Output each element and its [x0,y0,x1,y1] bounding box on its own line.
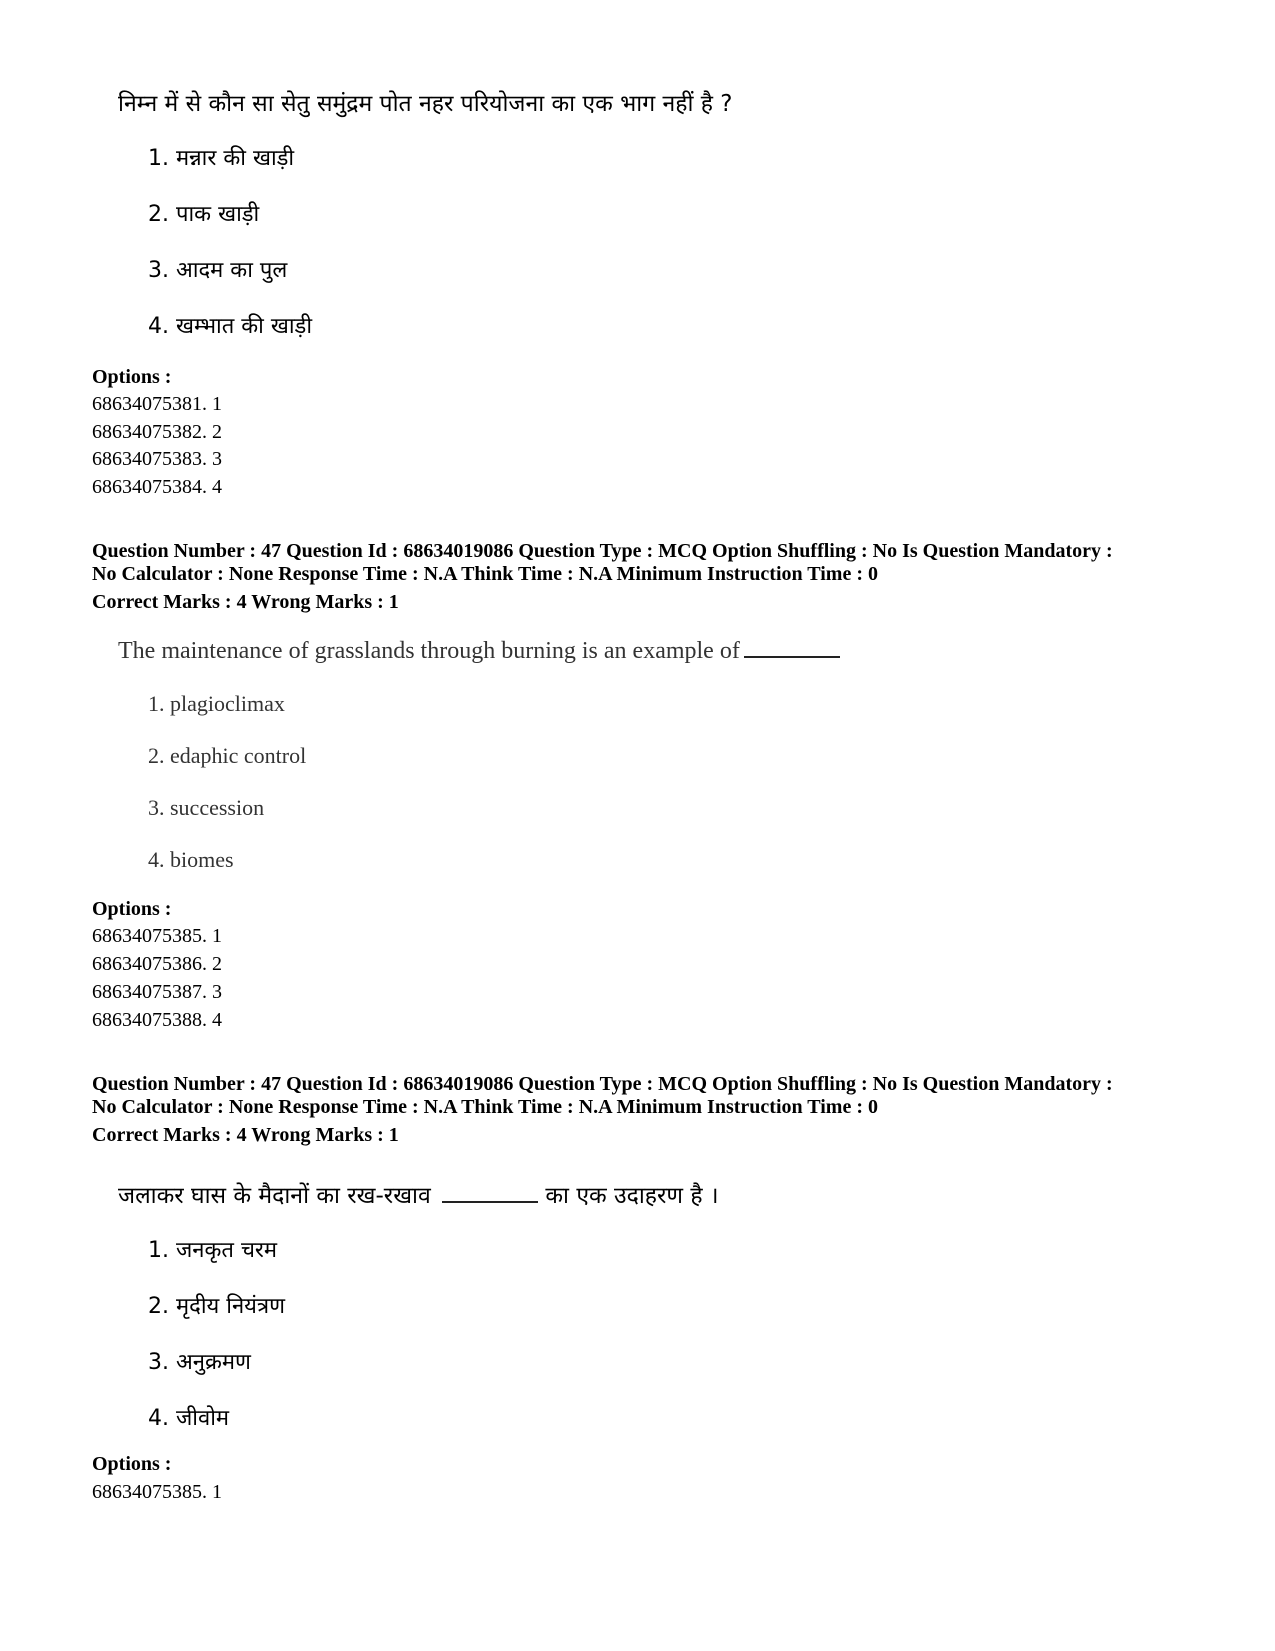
option-row: 68634075384. 4 [92,476,222,498]
question-text: The maintenance of grasslands through burning is an example of [118,638,740,664]
option-row: 68634075381. 1 [92,393,222,415]
choice-2: 2. पाक खाड़ी [148,202,260,227]
choice-4: 4. biomes [148,847,234,872]
question-text-after-blank: का एक उदाहरण है । [545,1183,719,1209]
option-row: 68634075382. 2 [92,421,222,443]
answer-blank [744,638,840,658]
question-meta-line-2: No Calculator : None Response Time : N.A Think Time : N.A Minimum Instruction Time : 0 [92,563,878,585]
question-meta-line-1: Question Number : 47 Question Id : 68634019086 Question Type : MCQ Option Shuffling : No Is Question Mandatory : [92,1073,1113,1095]
choice-1: 1. मन्नार की खाड़ी [148,146,295,171]
choice-1: 1. जनकृत चरम [148,1238,278,1263]
option-row: 68634075383. 3 [92,448,222,470]
option-row: 68634075386. 2 [92,953,222,975]
answer-blank [442,1183,538,1203]
question-marks: Correct Marks : 4 Wrong Marks : 1 [92,591,399,613]
question-47-hindi-text [118,1178,719,1210]
choice-4: 4. खम्भात की खाड़ी [148,314,313,339]
options-heading: Options : [92,1453,172,1475]
question-meta-line-1: Question Number : 47 Question Id : 68634019086 Question Type : MCQ Option Shuffling : No Is Question Mandatory : [92,540,1113,562]
choice-2: 2. मृदीय नियंत्रण [148,1294,285,1319]
option-row: 68634075385. 1 [92,925,222,947]
choice-3: 3. अनुक्रमण [148,1350,251,1375]
choice-3: 3. succession [148,795,265,820]
options-heading: Options : [92,898,172,920]
question-46-hindi-text: निम्न में से कौन सा सेतु समुंद्रम पोत नहर परियोजना का एक भाग नहीं है ? [118,91,733,117]
choice-1: 1. plagioclimax [148,691,285,716]
options-heading: Options : [92,366,172,388]
option-row: 68634075388. 4 [92,1009,222,1031]
question-meta-line-2: No Calculator : None Response Time : N.A Think Time : N.A Minimum Instruction Time : 0 [92,1096,878,1118]
question-text-before-blank: जलाकर घास के मैदानों का रख-रखाव [118,1183,431,1209]
option-row: 68634075385. 1 [92,1481,222,1503]
question-47-english-text [118,638,840,665]
question-marks: Correct Marks : 4 Wrong Marks : 1 [92,1124,399,1146]
choice-3: 3. आदम का पुल [148,258,288,283]
choice-4: 4. जीवोम [148,1406,230,1431]
choice-2: 2. edaphic control [148,743,307,768]
option-row: 68634075387. 3 [92,981,222,1003]
